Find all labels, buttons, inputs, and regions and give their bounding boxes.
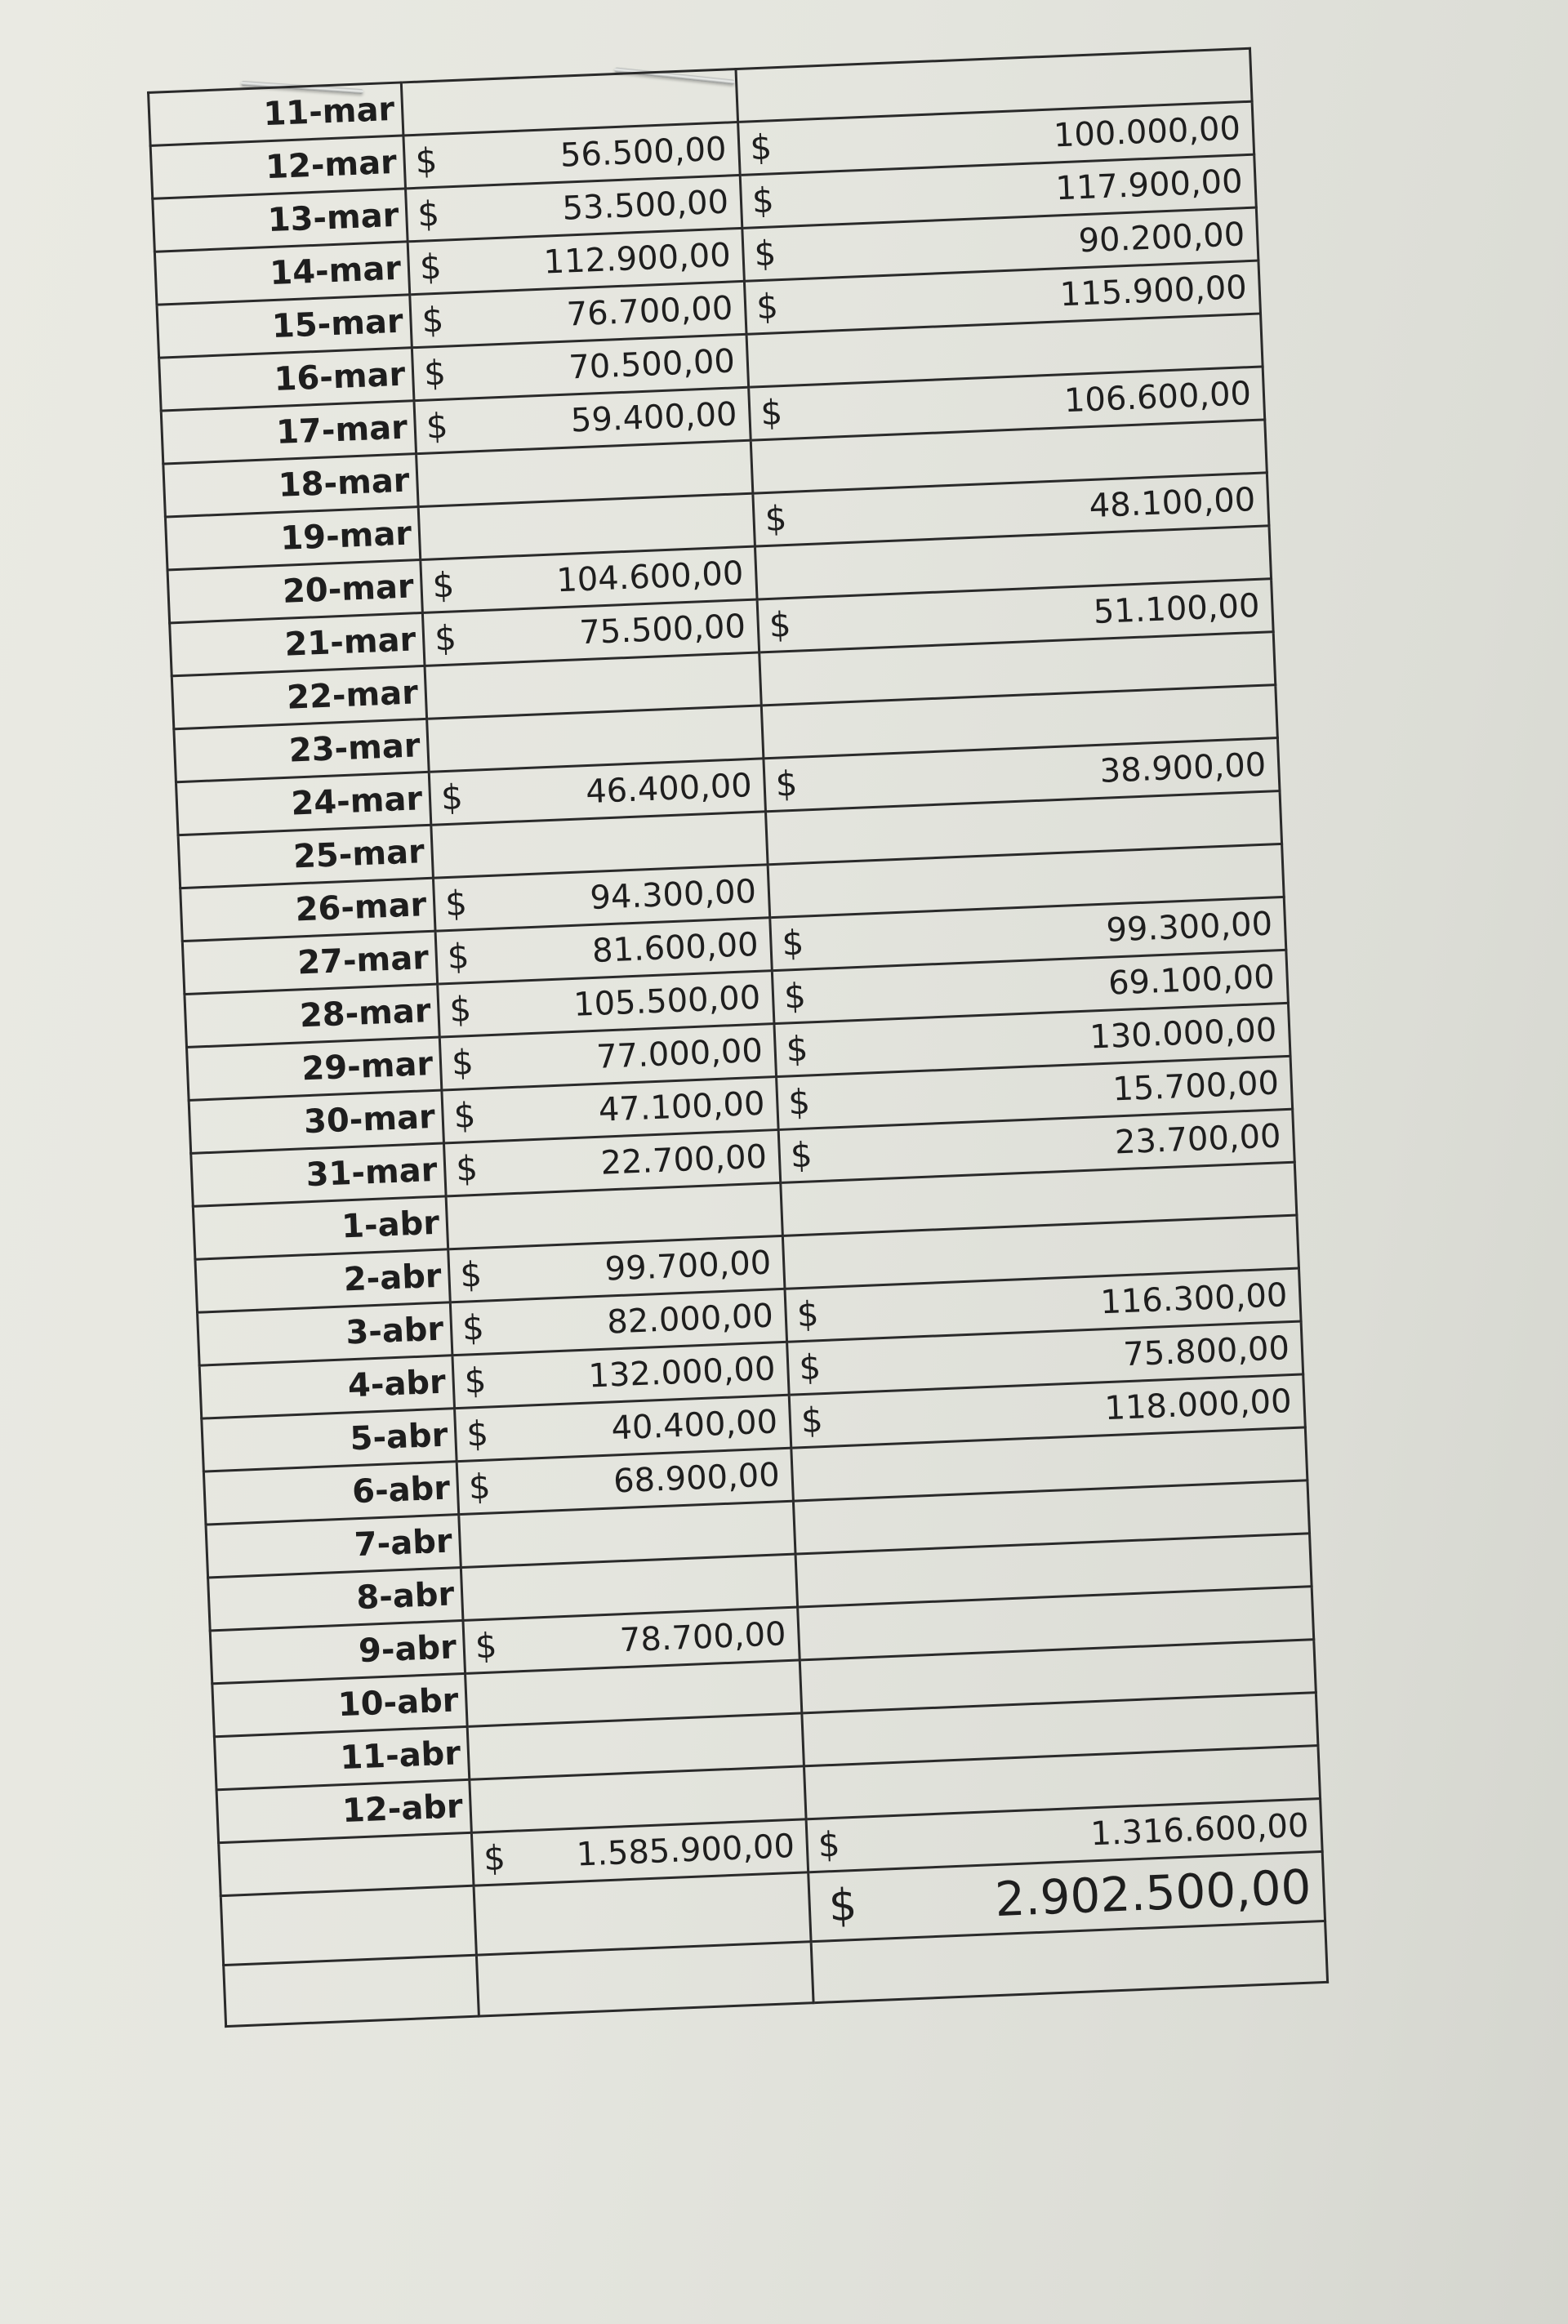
amount-col-b: 51.100,00 xyxy=(1093,586,1261,631)
row-date: 14-mar xyxy=(154,242,409,305)
currency-symbol: $ xyxy=(753,233,777,274)
row-date: 12-mar xyxy=(150,136,405,198)
currency-symbol: $ xyxy=(800,1400,824,1441)
currency-symbol: $ xyxy=(798,1347,822,1388)
grand-total: 2.902.500,00 xyxy=(993,1859,1312,1928)
amount-col-b: 115.900,00 xyxy=(1058,269,1248,314)
row-date: 1-abr xyxy=(193,1196,448,1259)
amount-col-a: 77.000,00 xyxy=(595,1031,764,1076)
amount-col-a-amount xyxy=(465,1458,785,1505)
totals-label-cell xyxy=(219,1832,474,1895)
currency-symbol: $ xyxy=(764,498,788,540)
row-date: 25-mar xyxy=(178,825,433,888)
blank-cell xyxy=(224,1955,479,2026)
amount-col-a: 82.000,00 xyxy=(606,1297,774,1342)
amount-col-b: 116.300,00 xyxy=(1099,1276,1289,1322)
grand-total-empty-cell xyxy=(474,1872,811,1955)
amount-col-a-amount xyxy=(458,1298,778,1346)
row-date: 20-mar xyxy=(167,560,422,623)
amount-col-a-amount xyxy=(437,768,757,816)
currency-symbol: $ xyxy=(440,777,464,818)
amount-col-b: 90.200,00 xyxy=(1077,216,1246,260)
row-date: 31-mar xyxy=(191,1143,446,1206)
currency-symbol: $ xyxy=(749,127,773,168)
amount-col-a: 56.500,00 xyxy=(559,130,728,175)
amount-col-a-amount xyxy=(418,289,738,341)
row-date: 11-mar xyxy=(149,82,403,145)
blank-cell xyxy=(476,1942,813,2016)
row-date: 18-mar xyxy=(163,454,418,517)
currency-symbol: $ xyxy=(817,1823,841,1865)
amount-col-a-amount xyxy=(412,131,732,179)
currency-symbol: $ xyxy=(448,988,473,1031)
amount-col-b: 118.000,00 xyxy=(1103,1382,1293,1428)
row-date: 29-mar xyxy=(187,1037,442,1100)
amount-col-a-amount xyxy=(430,609,751,657)
amount-col-a: 112.900,00 xyxy=(542,236,732,282)
amount-col-a: 104.600,00 xyxy=(555,554,745,600)
amount-col-a-amount xyxy=(420,342,740,394)
currency-symbol: $ xyxy=(827,1878,858,1932)
row-date: 28-mar xyxy=(185,984,439,1047)
amount-col-a-amount xyxy=(448,1031,768,1083)
currency-symbol: $ xyxy=(755,286,779,327)
currency-symbol: $ xyxy=(446,936,470,977)
amount-col-a: 99.700,00 xyxy=(604,1244,773,1289)
amount-col-a-amount xyxy=(471,1615,791,1667)
ledger-sheet xyxy=(147,47,1326,2028)
amount-col-b: 48.100,00 xyxy=(1088,480,1257,526)
currency-symbol: $ xyxy=(751,180,775,221)
amount-col-b: 99.300,00 xyxy=(1105,905,1273,950)
amount-col-a: 46.400,00 xyxy=(585,766,753,812)
currency-symbol: $ xyxy=(431,564,456,606)
amount-col-a-amount xyxy=(462,1405,782,1452)
amount-col-a-amount xyxy=(429,554,749,606)
currency-symbol: $ xyxy=(783,975,807,1017)
amount-col-a-amount xyxy=(441,872,761,924)
row-date: 5-abr xyxy=(202,1409,457,1471)
row-date: 17-mar xyxy=(161,401,416,464)
amount-col-a: 81.600,00 xyxy=(591,925,760,970)
currency-symbol: $ xyxy=(789,1134,813,1176)
ledger-table xyxy=(147,47,1329,2028)
currency-symbol: $ xyxy=(774,763,799,804)
currency-symbol: $ xyxy=(787,1081,812,1123)
amount-col-b: 100.000,00 xyxy=(1053,109,1241,155)
row-date: 21-mar xyxy=(170,612,425,675)
amount-col-a: 70.500,00 xyxy=(568,342,736,387)
amount-col-a: 22.700,00 xyxy=(599,1138,768,1182)
total-col-a: 1.585.900,00 xyxy=(575,1827,795,1874)
row-date: 3-abr xyxy=(198,1302,452,1365)
currency-symbol: $ xyxy=(416,193,440,234)
row-date: 7-abr xyxy=(206,1515,461,1578)
currency-symbol: $ xyxy=(466,1413,489,1454)
amount-col-a: 105.500,00 xyxy=(572,978,762,1024)
row-date: 12-abr xyxy=(216,1779,471,1842)
amount-col-b: 130.000,00 xyxy=(1089,1011,1278,1057)
currency-symbol: $ xyxy=(434,617,457,659)
amount-col-a-amount xyxy=(416,238,736,285)
amount-col-a-amount xyxy=(446,978,766,1031)
row-date: 26-mar xyxy=(180,878,435,941)
amount-col-b: 117.900,00 xyxy=(1054,163,1244,208)
amount-col-a-amount xyxy=(461,1351,781,1399)
row-date: 19-mar xyxy=(165,507,420,570)
amount-col-a: 59.400,00 xyxy=(570,395,738,440)
currency-symbol: $ xyxy=(444,883,468,924)
currency-symbol: $ xyxy=(418,246,443,287)
currency-symbol: $ xyxy=(423,352,447,394)
row-date: 27-mar xyxy=(182,931,437,994)
currency-symbol: $ xyxy=(414,140,439,181)
row-date: 8-abr xyxy=(208,1568,463,1631)
row-date: 6-abr xyxy=(203,1462,458,1525)
amount-col-a-amount xyxy=(457,1245,777,1293)
amount-col-a-amount xyxy=(443,925,764,977)
ledger-body xyxy=(149,48,1328,2026)
amount-col-a-amount xyxy=(413,185,733,232)
row-date: 16-mar xyxy=(159,348,414,411)
row-date: 10-abr xyxy=(212,1673,467,1736)
row-date: 22-mar xyxy=(172,666,426,728)
amount-col-a-amount xyxy=(452,1138,772,1189)
total-col-b: 1.316.600,00 xyxy=(1089,1806,1310,1854)
currency-symbol: $ xyxy=(768,603,792,645)
amount-col-a: 76.700,00 xyxy=(565,289,734,334)
currency-symbol: $ xyxy=(474,1625,498,1667)
amount-col-a: 47.100,00 xyxy=(598,1084,766,1129)
currency-symbol: $ xyxy=(467,1466,492,1507)
row-date: 24-mar xyxy=(176,772,430,835)
row-date: 13-mar xyxy=(153,189,408,252)
row-date: 2-abr xyxy=(195,1249,450,1312)
row-date: 4-abr xyxy=(199,1356,454,1418)
amount-col-a: 94.300,00 xyxy=(589,872,757,918)
row-date: 9-abr xyxy=(210,1620,465,1683)
row-date: 30-mar xyxy=(189,1090,443,1153)
amount-col-b: 69.100,00 xyxy=(1107,958,1276,1003)
currency-symbol: $ xyxy=(425,405,449,447)
amount-col-b: 106.600,00 xyxy=(1063,375,1252,421)
grand-total-label-cell xyxy=(220,1885,476,1965)
amount-col-a-amount xyxy=(422,395,742,447)
amount-col-a: 78.700,00 xyxy=(619,1615,787,1660)
amount-col-b: 38.900,00 xyxy=(1098,746,1267,790)
amount-col-a: 68.900,00 xyxy=(612,1456,781,1501)
currency-symbol: $ xyxy=(459,1253,483,1295)
currency-symbol: $ xyxy=(452,1094,477,1136)
amount-col-b: 15.700,00 xyxy=(1111,1064,1280,1109)
currency-symbol: $ xyxy=(483,1837,506,1879)
currency-symbol: $ xyxy=(760,392,784,434)
currency-symbol: $ xyxy=(795,1293,820,1335)
row-date: 11-abr xyxy=(214,1726,469,1789)
row-date: 15-mar xyxy=(157,295,412,358)
currency-symbol: $ xyxy=(455,1147,479,1189)
amount-col-b: 75.800,00 xyxy=(1122,1329,1290,1374)
currency-symbol: $ xyxy=(451,1041,474,1083)
amount-col-a: 53.500,00 xyxy=(561,183,729,228)
amount-col-a: 75.500,00 xyxy=(578,608,746,652)
amount-col-a: 132.000,00 xyxy=(587,1350,777,1396)
currency-symbol: $ xyxy=(463,1360,488,1401)
currency-symbol: $ xyxy=(421,299,445,341)
amount-col-a-amount xyxy=(450,1084,770,1136)
currency-symbol: $ xyxy=(785,1028,809,1070)
amount-col-a: 40.400,00 xyxy=(610,1403,778,1448)
row-date: 23-mar xyxy=(174,719,429,781)
currency-symbol: $ xyxy=(461,1307,485,1348)
amount-col-b: 23.700,00 xyxy=(1114,1117,1282,1162)
currency-symbol: $ xyxy=(781,922,805,964)
